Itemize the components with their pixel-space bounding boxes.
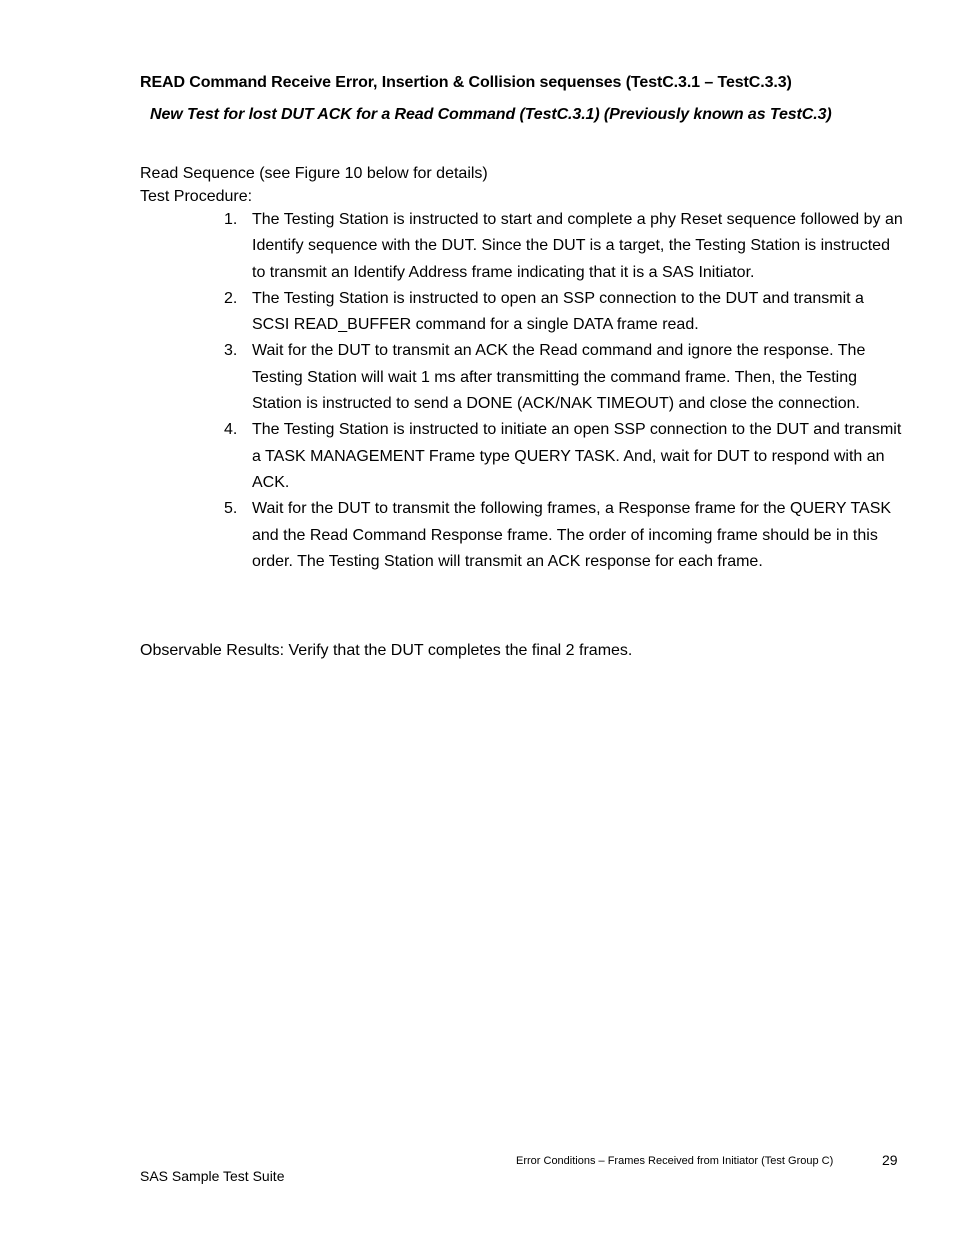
step-number: 1. (224, 211, 238, 228)
step-text: Wait for the DUT to transmit the following frames, a Response frame for the QUERY TASK and the Read Command Response frame. The order of incoming frame should be in this order. The Testing Station will transmit an ACK response for each frame. (252, 500, 892, 570)
step-text: The Testing Station is instructed to open an SSP connection to the DUT and transmit a SCSI READ_BUFFER command for a single DATA frame read. (252, 289, 864, 334)
intro-block (140, 162, 488, 208)
test-subheading: New Test for lost DUT ACK for a Read Command (TestC.3.1) (Previously known as TestC.3) (150, 106, 832, 123)
section-heading: READ Command Receive Error, Insertion & Collision sequenses (TestC.3.1 – TestC.3.3) (140, 74, 792, 91)
procedure-step (224, 207, 904, 286)
step-text: Wait for the DUT to transmit an ACK the Read command and ignore the response. The Testing Station will wait 1 ms after transmitting the command frame. Then, the Testing Station is instructed to send a DONE (ACK/NAK TIMEOUT) and close the connection. (252, 342, 866, 413)
procedure-step (224, 496, 904, 575)
step-number: 3. (224, 342, 238, 360)
procedure-step (224, 338, 904, 417)
procedure-step (224, 286, 904, 339)
footer-suite-name: SAS Sample Test Suite (140, 1168, 285, 1184)
procedure-steps-list (224, 207, 904, 575)
step-text: The Testing Station is instructed to initiate an open SSP connection to the DUT and transmit a TASK MANAGEMENT Frame type QUERY TASK. And, wait for DUT to respond with an ACK. (252, 421, 902, 491)
step-number: 4. (224, 421, 238, 439)
observable-results: Observable Results: Verify that the DUT completes the final 2 frames. (140, 642, 633, 659)
footer-section-title: Error Conditions – Frames Received from Initiator (Test Group C) (516, 1155, 834, 1167)
step-number: 2. (224, 289, 238, 307)
step-number: 5. (224, 500, 238, 518)
test-procedure-label: Test Procedure: (140, 188, 253, 205)
step-text: The Testing Station is instructed to start and complete a phy Reset sequence followed by an Identify sequence with the DUT. Since the DUT is a target, the Testing Station is instructed to transmit an Identify Address frame indicating that it is a SAS Initiator. (252, 211, 903, 281)
read-sequence-line: Read Sequence (see Figure 10 below for details) (140, 165, 488, 182)
procedure-step (224, 417, 904, 496)
page-number: 29 (882, 1152, 898, 1168)
